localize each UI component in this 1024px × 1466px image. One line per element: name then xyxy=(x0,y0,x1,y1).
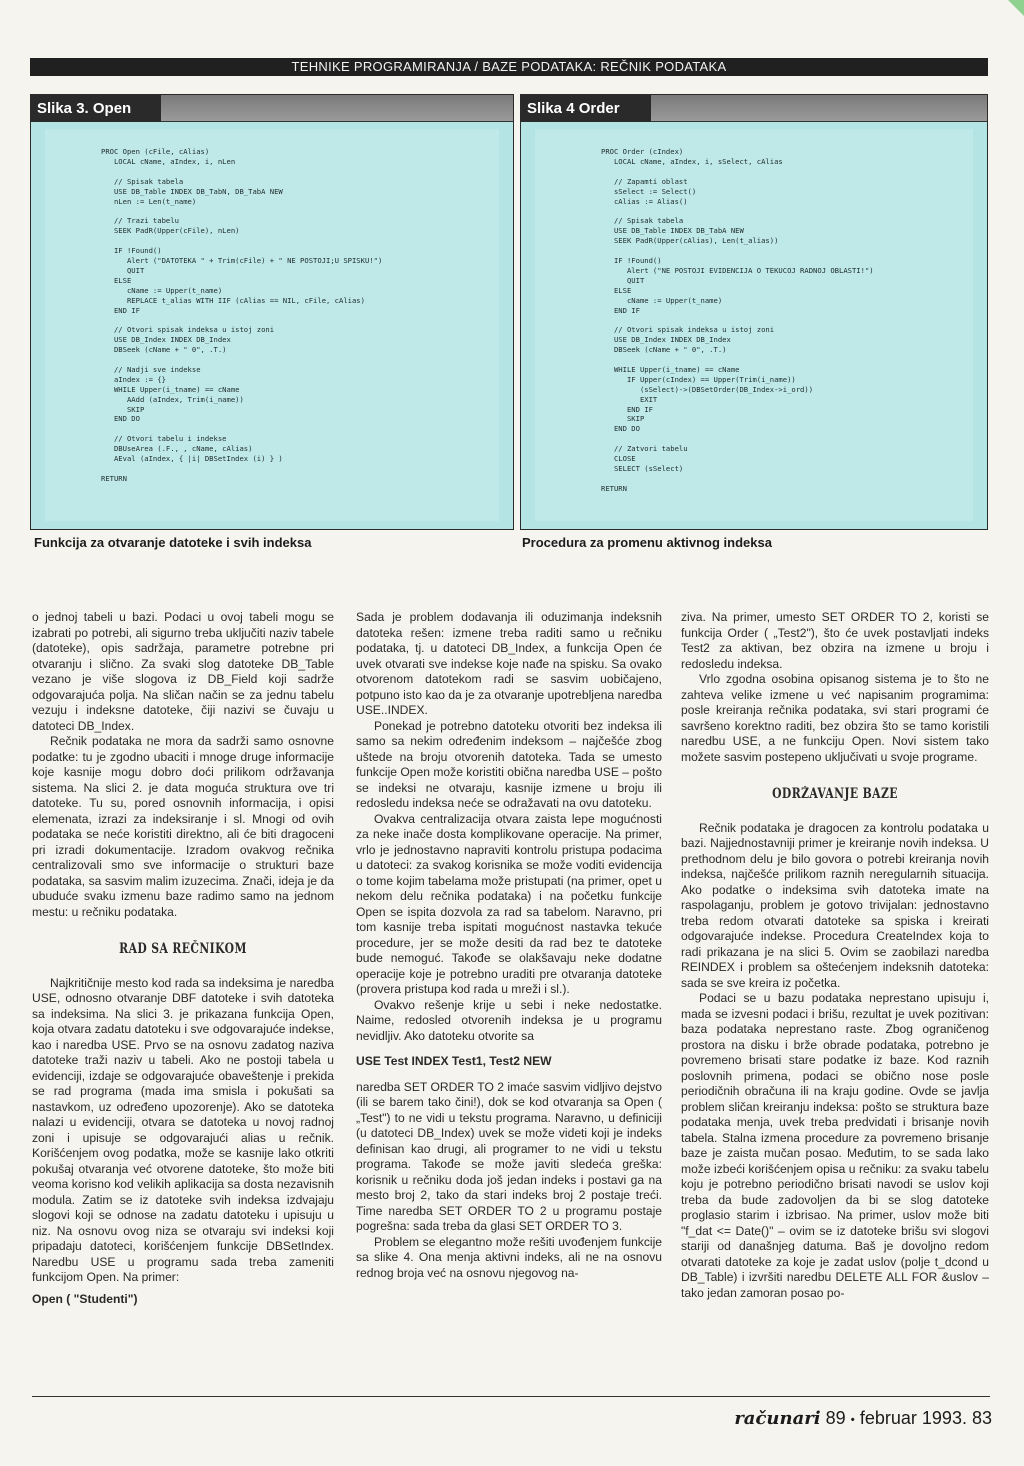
issue-number: 89 xyxy=(825,1408,846,1428)
figure-order xyxy=(520,94,988,530)
code-example: USE Test INDEX Test1, Test2 NEW xyxy=(356,1054,552,1068)
paragraph: naredba SET ORDER TO 2 imaće sasvim vidljivo dejstvo (ili se barem tako čini!), dok se kod otvaranja sa Open ( „Test") to ne vidi u tekstu programa. Naravno, u definiciji (u datoteci DB_Index) uvek se može videti koji je indeks definisan kao drugi, ali programer to ne vidi u tekstu programa. Takođe se može javiti sledeća greška: korisnik u rečniku doda još jedan indeks i postavi ga na mesto broj 2, tako da stari indeks broj 2 postaje treći. Time naredba SET ORDER TO 2 u programu postaje pogrešna: sada treba da glasi SET ORDER TO 3. xyxy=(356,1079,662,1233)
paragraph: Najkritičnije mesto kod rada sa indeksima je naredba USE, odnosno otvaranje DBF datoteke i svih datoteka sa indeksima. Na slici 3. je prikazana funkcija Open, koja otvara zadatu datoteku i sve odgovarajuće indekse, kao i naredba USE. Prvo se na osnovu zadatog naziva datoteke traži naziv u tabeli. Ako ne postoji tabela u evidenciji, izdaje se odgovarajuće obaveštenje i prekida se rad programa (mada ima smisla i pokušati sa nastavkom, uz određeno upozorenje). Ako se datoteka nalazi u evidenciji, otvara se datoteka u novoj radnoj zoni i upisuje se odgovarajući alias u rečnik. Korišćenjem ovog podatka, može se kasnije lako otkriti pokušaj otvaranja već otvorene datoteke, što može biti veoma korisno kod velikih aplikacija sa dosta nezavisnih modula. Zatim se iz datoteke svih indeksa izdvajaju slogovi koji se odnose na zadatu datoteku i upisuju u niz. Na osnovu ovog niza se otvaraju svi indeksi koji pripadaju datoteci, korišćenjem funkcije DBSetIndex. Naredbu USE u programu sada treba zameniti funkcijom Open. Na primer: xyxy=(32,975,334,1284)
figure-open xyxy=(30,94,514,530)
paragraph: o jednoj tabeli u bazi. Podaci u ovoj tabeli mogu se izabrati po potrebi, ali sigurno treba uključiti naziv tabele (datoteke), opis sadržaja, parametre potrebne pri otvaranju i slično. Za svaki slog datoteke DB_Table vezano je više slogova iz DB_Field koji sadrže odgovarajuća polja. Na sličan način se za jednu tabelu vezuju i indeksne datoteke, čiji nazivi se čuvaju u datoteci DB_Index. xyxy=(32,610,334,733)
code-example: Open ( "Studenti") xyxy=(32,1291,138,1306)
paragraph: Rečnik podataka ne mora da sadrži samo osnovne podatke: tu je zgodno ubaciti i mnoge druge informacije koje kasnije mogu dobro doći prilikom održavanja sistema. Na slici 2. je data moguća struktura ove tri datoteke. Tu su, pored osnovnih informacija, i opisi elemenata, izrazi za indeksiranje i sl. Mnogi od ovih podataka se neće koristiti direktno, ali će biti dragoceni pri izradi dokumentacije. Izradom ovakvog rečnika centralizovali smo sve informacije o strukturi baze podataka, sa sasvim malim izuzecima. Znači, ideja je da ubuduće svaku izmenu baze radimo samo na jednom mestu: u rečniku podataka. xyxy=(32,734,334,919)
paragraph: ziva. Na primer, umesto SET ORDER TO 2, koristi se funkcija Order ( „Test2"), što će uvek postavljati indeks Test2 za aktivan, bez obzira na izmene u broju i redosledu indeksa. xyxy=(681,610,989,671)
section-heading: ODRŽAVANJE BAZE xyxy=(772,786,898,802)
paragraph: Problem se elegantno može rešiti uvođenjem funkcije sa slike 4. Ona menja aktivni indeks, ali ne na osnovu rednog broja već na osnovu njegovog na- xyxy=(356,1234,662,1280)
paragraph: Ponekad je potrebno datoteku otvoriti bez indeksa ili samo sa nekim određenim indeksom – najčešće zbog uštede na broju otvorenih datoteka. Tada se umesto funkcije Open može koristiti obična naredba USE – pošto se indeksi ne otvaraju, kasnije izmene u broju ili redosledu indeksa neće se odražavati na ovu datoteku. xyxy=(356,718,662,810)
paragraph: Rečnik podataka je dragocen za kontrolu podataka u bazi. Najjednostavniji primer je kreiranje novih indeksa. U prethodnom delu je bilo govora o potrebi kreiranja novih indeksa, najčešće prilikom raznih neregularnih situacija. Ako podatke o indeksima svih datoteka imate na raspolaganju, problem je gotovo trivijalan: jednostavno treba redom otvarati datoteke sa spiska i kreirati odgovarajuće indekse. Procedura CreateIndex koja to radi prikazana je na slici 5. Ovim se zaobilazi naredba REINDEX i problem sa oštećenjem indeksnih datoteka: sada se sve kreira iz početka. xyxy=(681,820,989,990)
figure-title: Slika 3. Open xyxy=(31,95,161,122)
corner-mark xyxy=(1008,0,1024,16)
text-column-1 xyxy=(32,610,334,1313)
code-listing: PROC Order (cIndex) LOCAL cName, aIndex, i, sSelect, cAlias // Zapamti oblast sSelect := Select() cAlias := Alias() // Spisak tabela USE DB_Table INDEX DB_TabA NEW SEEK PadR(Upper(cAlias), Len(t_alias)) IF !Found() Alert ("NE POSTOJI EVIDENCIJA O TEKUCOJ RADNOJ OBLASTI!") QUIT ELSE cName := Upper(t_name) END IF // Otvori spisak indeksa u istoj zoni USE DB_Index INDEX DB_Index DBSeek (cName + " 0", .T.) WHILE Upper(i_tname) == cName IF Upper(cIndex) == Upper(Trim(i_name)) (sSelect)->(DBSetOrder(DB_Index->i_ord)) EXIT END IF SKIP END DO // Zatvori tabelu CLOSE SELECT (sSelect) RETURN xyxy=(601,147,874,493)
section-header: TEHNIKE PROGRAMIRANJA / BAZE PODATAKA: REČNIK PODATAKA xyxy=(30,58,988,76)
figure-caption: Funkcija za otvaranje datoteke i svih indeksa xyxy=(34,535,312,550)
section-heading: RAD SA REČNIKOM xyxy=(119,941,247,957)
page-number: 83 xyxy=(971,1408,992,1428)
footer-rule xyxy=(32,1396,990,1397)
paragraph: Ovakva centralizacija otvara zaista lepe mogućnosti za neke inače dosta komplikovane operacije. Na primer, vrlo je jednostavno napraviti kontrolu pristupa podacima u datoteci: za svakog korisnika se može voditi evidencija o tome kojim tabelama može pristupati (na primer, opet u nekom delu rečnika podataka) i na početku funkcije Open se ispita dozvola za rad sa tabelom. Naravno, pri tom kasnije treba ispitati mogućnost nastavka tekuće procedure, jer se može desiti da rad bez te datoteke bude nemoguć. Takođe se olakšavaju neke dodatne operacije koje je potrebno uraditi pre otvaranja datoteke (provera pristupa kod rada u mreži i sl.). xyxy=(356,811,662,996)
paragraph: Podaci se u bazu podataka neprestano upisuju i, mada se izvesni podaci i brišu, rezultat je uvek pozitivan: baza podataka neprestano raste. Zbog ograničenog prostora na disku i brže obrade podataka, potrebno je povremeno brisati stare podatke iz baze. Kod raznih poslovnih primena, podaci se obično nose posle periodičnih obračuna ili na kraju godine. Ovde se javlja problem sličan kreiranju indeksa: pošto se struktura baze podataka menja, uvek treba predvidati i brisanje novih tabela. Stalna izmena procedure za povremeno brisanje baze je zaista mučan posao. Međutim, to se sada lako može izbeći korišćenjem opisa u rečniku: za svaku tabelu koju je potrebno periodično brisati navodi se uslov koji treba da bude zadovoljen da bi se slog datoteke proglasio starim i izbrisao. Na primer, uslov može biti "f_dat <= Date()" – ovim se iz datoteke brišu svi slogovi stariji od današnjeg datuma. Baš je dovoljno redom otvarati datoteke za koje je zadat uslov (polje t_dcond u DB_Table) i izvršiti naredbu DELETE ALL FOR &uslov – tako jedan zamoran posao po- xyxy=(681,991,989,1300)
text-column-3 xyxy=(681,610,989,1301)
paragraph: Ovakvo rešenje krije u sebi i neke nedostatke. Naime, redosled otvorenih indeksa je u programu nevidljiv. Ako datoteku otvorite sa xyxy=(356,997,662,1043)
figure-title-bar xyxy=(31,95,513,122)
bullet: • xyxy=(850,1412,855,1427)
magazine-logo: računari xyxy=(734,1408,821,1429)
paragraph: Sada je problem dodavanja ili oduzimanja indeksnih datoteka rešen: izmene treba raditi samo u rečniku podataka, tj. u datoteci DB_Index, a funkcija Open će uvek otvarati sve indekse koje nađe na spisku. Sa ovako otvorenom datotekom radi se sasvim uobičajeno, potpuno isto kao da je za otvaranje upotrebljena naredba USE..INDEX. xyxy=(356,610,662,717)
issue-date: februar 1993. xyxy=(859,1408,967,1428)
code-listing: PROC Open (cFile, cAlias) LOCAL cName, aIndex, i, nLen // Spisak tabela USE DB_Table INDEX DB_TabN, DB_TabA NEW nLen := Len(t_name) // Trazi tabelu SEEK PadR(Upper(cFile), nLen) IF !Found() Alert ("DATOTEKA " + Trim(cFile) + " NE POSTOJI;U SPISKU!") QUIT ELSE cName := Upper(t_name) REPLACE t_alias WITH IIF (cAlias == NIL, cFile, cAlias) END IF // Otvori spisak indeksa u istoj zoni USE DB_Index INDEX DB_Index DBSeek (cName + " 0", .T.) // Nadji sve indekse aIndex := {} WHILE Upper(i_tname) == cName AAdd (aIndex, Trim(i_name)) SKIP END DO // Otvori tabelu i indekse DBUseArea (.F., , cName, cAlias) AEval (aIndex, { |i| DBSetIndex (i) } ) RETURN xyxy=(101,147,383,483)
page-footer xyxy=(734,1408,992,1429)
text-column-2 xyxy=(356,610,662,1281)
figure-caption: Procedura za promenu aktivnog indeksa xyxy=(522,535,772,550)
figure-title: Slika 4 Order xyxy=(521,95,651,122)
figure-title-bar xyxy=(521,95,987,122)
paragraph: Vrlo zgodna osobina opisanog sistema je to što ne zahteva velike izmene u već napisanim programima: posle kreiranja rečnika podataka, svi stari programi će savršeno korektno raditi, bez obzira što se tamo koristili naredbu USE, a ne funkciju Open. Novi sistem tako možete sasvim postepeno uključivati u svoje programe. xyxy=(681,672,989,764)
